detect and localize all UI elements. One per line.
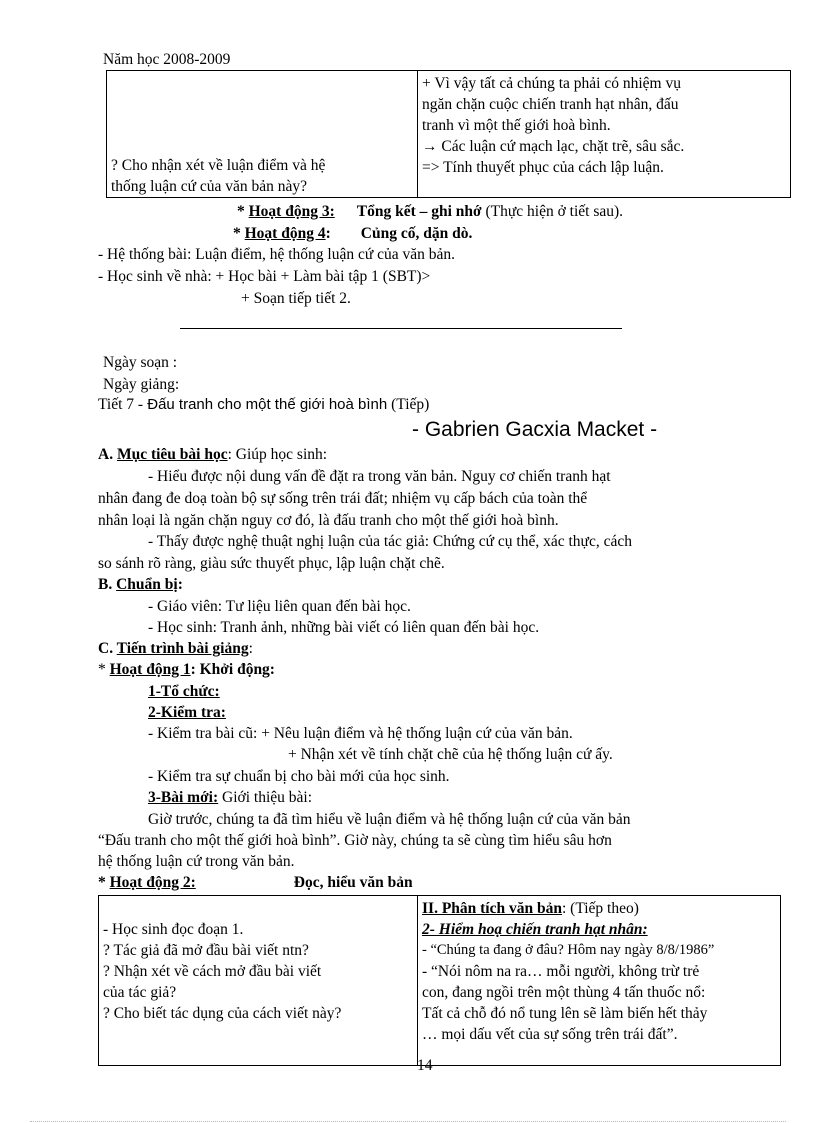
- review-line: - Hệ thống bài: Luận điểm, hệ thống luận cứ của văn bản.: [98, 246, 456, 263]
- check-line: - Kiểm tra bài cũ: + Nêu luận điểm và hệ thống luận cứ của văn bản.: [148, 725, 573, 742]
- activity-4-label: Hoạt động 4: [244, 225, 326, 242]
- teach-date: Ngày giảng:: [103, 376, 180, 393]
- section-b-line: - Giáo viên: Tư liệu liên quan đến bài học.: [148, 598, 411, 615]
- table1-right-line: + Vì vậy tất cả chúng ta phải có nhiệm vụ: [422, 75, 681, 92]
- table2-right-line: Tất cả chỗ đó nổ tung lên sẽ làm biến hết thảy: [422, 1005, 708, 1022]
- org-heading: 1-Tổ chức:: [148, 683, 220, 700]
- section-c-title: Tiến trình bài giảng: [116, 640, 249, 657]
- table2-right-line: - “Nói nôm na ra… mỗi người, không trừ trẻ: [422, 963, 700, 980]
- table2-analysis-cell: [418, 896, 781, 1066]
- section-a-line: so sánh rõ ràng, giàu sức thuyết phục, lập luận chặt chẽ.: [98, 555, 445, 572]
- page-edge: [30, 1121, 786, 1122]
- table1-right-line: ngăn chặn cuộc chiến tranh hạt nhân, đấu: [422, 96, 679, 113]
- section-b-heading: B. Chuẩn bị:: [98, 576, 183, 593]
- section-a-title: Mục tiêu bài học: [116, 446, 228, 463]
- page-number: 14: [417, 1057, 433, 1074]
- section-c-heading: C. Tiến trình bài giảng:: [98, 640, 253, 657]
- review-line: - Học sinh về nhà: + Học bài + Làm bài tập 1 (SBT)>: [98, 268, 431, 285]
- author-name: - Gabrien Gacxia Macket -: [412, 418, 658, 441]
- lesson-title-main: Đấu tranh cho một thế giới hoà bình: [143, 396, 388, 413]
- table1-right-line: => Tính thuyết phục của cách lập luận.: [422, 159, 664, 176]
- table1-right-line: → Các luận cứ mạch lạc, chặt trẽ, sâu sắc.: [422, 138, 685, 155]
- table2-left-line: ? Tác giả đã mở đầu bài viết ntn?: [103, 942, 309, 959]
- table2-left-line: của tác giả?: [103, 984, 177, 1001]
- section-a-heading: A. Mục tiêu bài học: Giúp học sinh:: [98, 446, 328, 463]
- section-b-line: - Học sinh: Tranh ảnh, những bài viết có liên quan đến bài học.: [148, 619, 540, 636]
- lesson-title: [98, 396, 429, 414]
- activity-3: * Hoạt động 3: Tổng kết – ghi nhớ (Thực hiện ở tiết sau).: [237, 203, 624, 220]
- analysis-subheading: 2- Hiểm hoạ chiến tranh hạt nhân:: [422, 921, 648, 938]
- section-a-line: nhân loại là ngăn chặn nguy cơ đó, là đấu tranh cho một thế giới hoà bình.: [98, 512, 559, 529]
- section-a-line: - Thấy được nghệ thuật nghị luận của tác giả: Chứng cứ cụ thể, xác thực, cách: [148, 533, 632, 550]
- table2-left-line: ? Nhận xét về cách mở đầu bài viết: [103, 963, 322, 980]
- table1-left-line: thống luận cứ của văn bản này?: [111, 178, 308, 195]
- section-a-line: nhân đang đe doạ toàn bộ sự sống trên trái đất; nhiệm vụ cấp bách của toàn thể: [98, 490, 588, 507]
- table2-heading-line: II. Phân tích văn bản: (Tiếp theo): [422, 900, 639, 917]
- table1-right-line: tranh vì một thế giới hoà bình.: [422, 117, 611, 134]
- activity-4: * Hoạt động 4: Củng cố, dặn dò.: [233, 225, 473, 242]
- activity-3-title: Tổng kết – ghi nhớ: [356, 203, 482, 220]
- check-line: - Kiểm tra sự chuẩn bị cho bài mới của học sinh.: [148, 768, 450, 785]
- lesson-title-suffix: (Tiếp): [387, 396, 430, 413]
- table1-question-cell: [107, 71, 418, 198]
- activity-2: * Hoạt động 2: Đọc, hiểu văn bản: [98, 874, 413, 891]
- activity-1-label: Hoạt động 1: [109, 661, 191, 678]
- lesson-table-2: [98, 895, 781, 1066]
- new-lesson-line: “Đấu tranh cho một thế giới hoà bình”. Giờ này, chúng ta sẽ cùng tìm hiểu sâu hơn: [98, 832, 612, 849]
- new-lesson-label: 3-Bài mới:: [148, 789, 219, 806]
- section-b-title: Chuẩn bị: [116, 576, 178, 593]
- lesson-number: Tiết 7 -: [98, 396, 144, 413]
- table2-left-line: - Học sinh đọc đoạn 1.: [103, 921, 244, 938]
- activity-2-label: Hoạt động 2:: [109, 874, 196, 891]
- new-lesson: 3-Bài mới: Giới thiệu bài:: [148, 789, 313, 806]
- table2-right-line: con, đang ngồi trên một thùng 4 tấn thuốc nổ:: [422, 984, 706, 1001]
- table2-question-cell: [99, 896, 418, 1066]
- school-year: Năm học 2008-2009: [103, 51, 231, 68]
- table2-right-line: … mọi dấu vết của sự sống trên trái đất”.: [422, 1026, 678, 1043]
- activity-1-title: : Khởi động:: [190, 661, 275, 678]
- activity-2-title: Đọc, hiểu văn bản: [293, 874, 413, 891]
- table2-right-line: - “Chúng ta đang ở đâu? Hôm nay ngày 8/8/1986”: [422, 942, 715, 958]
- section-a-line: - Hiểu được nội dung vấn đề đặt ra trong văn bản. Nguy cơ chiến tranh hạt: [148, 468, 611, 485]
- table1-left-line: ? Cho nhận xét về luận điểm và hệ: [111, 157, 326, 174]
- section-divider: [180, 328, 622, 329]
- analysis-heading: II. Phân tích văn bản: [422, 900, 562, 917]
- new-lesson-line: hệ thống luận cứ trong văn bản.: [98, 853, 295, 870]
- check-heading: 2-Kiểm tra:: [148, 704, 226, 721]
- prep-date: Ngày soạn :: [103, 354, 178, 371]
- activity-3-note: (Thực hiện ở tiết sau).: [481, 203, 624, 220]
- activity-1: * Hoạt động 1: Khởi động:: [98, 661, 275, 678]
- check-line: + Nhận xét về tính chặt chẽ của hệ thống luận cứ ấy.: [288, 746, 613, 763]
- review-line: + Soạn tiếp tiết 2.: [241, 290, 351, 307]
- activity-4-title: Củng cố, dặn dò.: [360, 225, 473, 242]
- table1-answer-cell: [418, 71, 791, 198]
- new-lesson-line: Giờ trước, chúng ta đã tìm hiểu về luận điểm và hệ thống luận cứ của văn bản: [148, 811, 631, 828]
- activity-3-label: Hoạt động 3:: [248, 203, 335, 220]
- table2-left-line: ? Cho biết tác dụng của cách viết này?: [103, 1005, 342, 1022]
- lesson-table-1: [106, 70, 791, 198]
